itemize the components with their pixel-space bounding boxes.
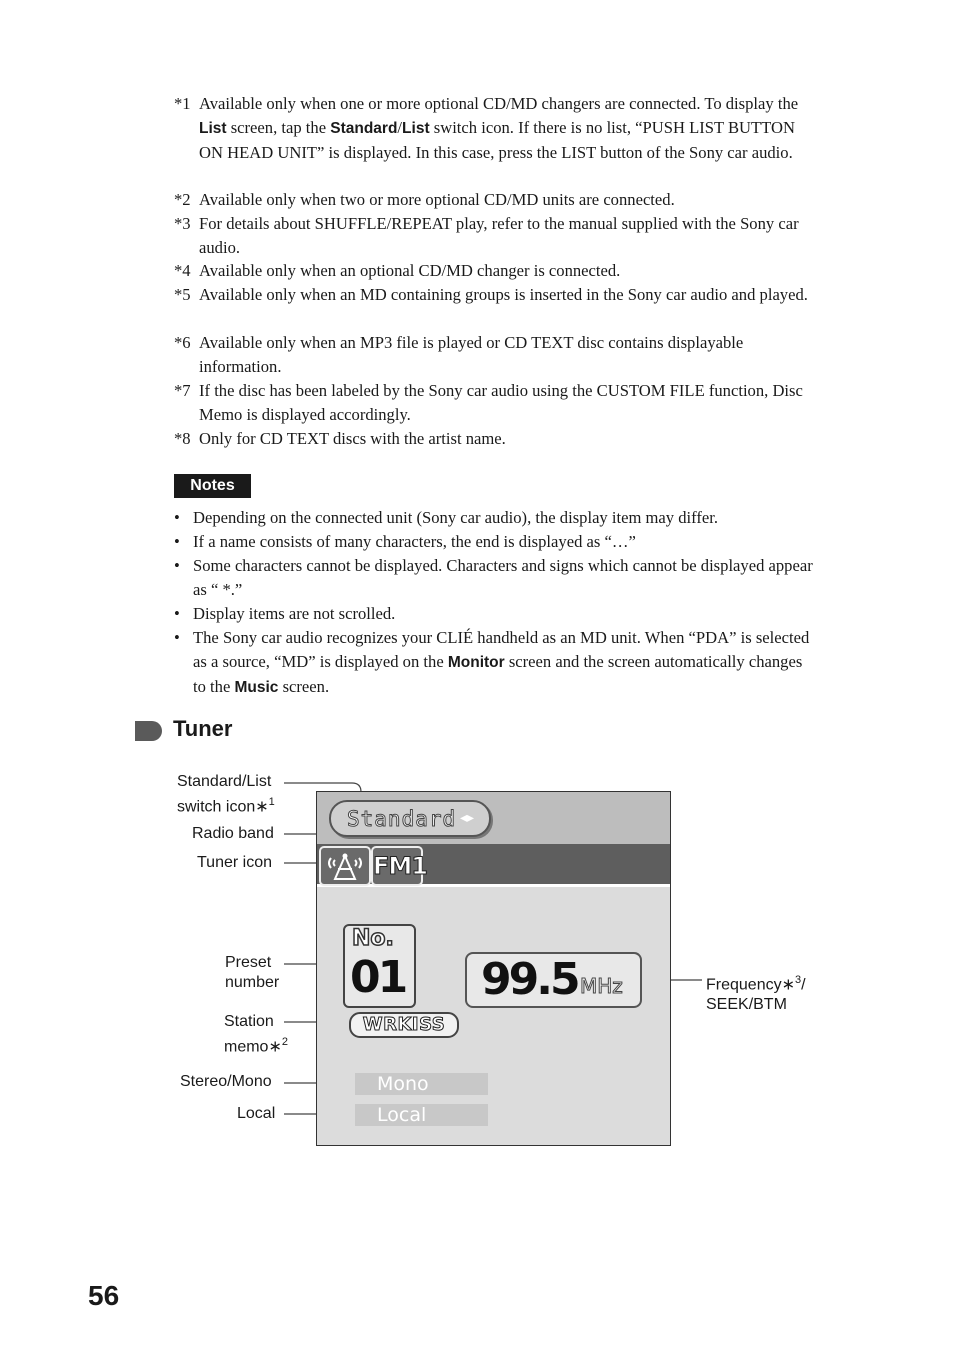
footnote-ref: 1 (268, 796, 275, 808)
asterisk: ∗ (255, 798, 269, 816)
callout-tuner-icon: Tuner icon (197, 854, 272, 871)
ui-term: List (402, 119, 430, 137)
text-run: Only for CD TEXT discs with the artist name. (199, 429, 506, 448)
station-memo: WRKISS (362, 1014, 446, 1035)
text-run: screen, tap the (226, 117, 331, 137)
footnote-mark: *2 (174, 190, 191, 209)
mono-label: Mono (377, 1073, 429, 1095)
callout-text: / (801, 976, 806, 994)
frequency-value: 99.5 (481, 954, 578, 1005)
section-title: Tuner (173, 716, 233, 741)
station-memo-badge (349, 1012, 459, 1038)
footnote-mark: *8 (174, 429, 191, 448)
footnote-mark: *7 (174, 381, 191, 400)
bullet-icon: • (174, 604, 180, 623)
footnote-ref: 2 (281, 1036, 288, 1048)
ui-term: Standard (330, 119, 398, 137)
callout-text: number (225, 974, 280, 991)
callout-text: Standard/List (177, 773, 272, 790)
text-run: / (397, 117, 403, 137)
text-run: If the disc has been labeled by the Sony car audio using the CUSTOM FILE function, Disc Memo is displayed accordingly. (199, 381, 803, 424)
preset-number-box (343, 924, 416, 1008)
preset-number: 01 (350, 952, 406, 1003)
callout-local: Local (237, 1105, 276, 1122)
footnote-mark: *3 (174, 214, 191, 233)
callout-stereo-mono: Stereo/Mono (180, 1073, 272, 1090)
text-run: switch icon. If there is no list, “PUSH LIST BUTTON ON HEAD UNIT” is displayed. In this case, press the LIST button of the Sony car audio. (199, 117, 795, 162)
footnote-mark: *1 (174, 94, 191, 113)
callout-text: Preset (225, 954, 272, 971)
text-run: screen and the screen automatically changes to the (193, 651, 803, 696)
footnote-mark: *6 (174, 333, 191, 352)
text-run: Available only when an MP3 file is played or CD TEXT disc contains displayable information. (199, 333, 744, 376)
text-run: The Sony car audio recognizes your CLIÉ handheld as an MD unit. When “PDA” is selected as a source, “MD” is displayed on the (193, 628, 810, 671)
tuner-screen (316, 791, 671, 1146)
band-label: FM1 (373, 852, 427, 880)
callout-radio-band: Radio band (192, 825, 274, 842)
notes-heading: Notes (174, 474, 251, 498)
bullet-icon: • (174, 628, 180, 647)
bullet-icon: • (174, 556, 180, 575)
text-run: Available only when one or more optional CD/MD changers are connected. To display the (199, 94, 799, 113)
text-run: Available only when an MD containing groups is inserted in the Sony car audio and played. (199, 285, 808, 304)
text-run: screen. (278, 676, 330, 696)
callout-text: switch icon (177, 798, 256, 816)
preset-label: No. (352, 926, 394, 951)
text-run: For details about SHUFFLE/REPEAT play, refer to the manual supplied with the Sony car audio. (199, 214, 799, 257)
footnote-mark: *5 (174, 285, 191, 304)
frequency-display[interactable] (465, 952, 642, 1008)
radio-band-indicator (371, 846, 427, 886)
ui-term: Music (234, 678, 279, 696)
standard-list-switch-button[interactable] (329, 800, 491, 837)
switch-arrows-icon: ◂▸ (460, 810, 475, 826)
text-run: Depending on the connected unit (Sony car audio), the display item may differ. (193, 508, 719, 527)
switch-label: Standard (347, 807, 457, 831)
frequency-unit: MHz (580, 974, 623, 998)
stereo-mono-button[interactable] (355, 1073, 488, 1095)
asterisk: ∗ (781, 976, 795, 994)
asterisk: ∗ (268, 1038, 282, 1056)
text-run: Available only when an optional CD/MD changer is connected. (199, 261, 621, 280)
text-run: If a name consists of many characters, the end is displayed as “…” (193, 532, 636, 551)
bullet-icon: • (174, 508, 180, 527)
bullet-icon: • (174, 532, 180, 551)
ui-term: List (199, 119, 227, 137)
callout-text: memo (224, 1038, 269, 1056)
callout-text: SEEK/BTM (706, 996, 787, 1014)
footnote-mark: *4 (174, 261, 191, 280)
footnote-ref: 3 (795, 974, 802, 986)
callout-text: Frequency (706, 976, 782, 994)
text-run: Some characters cannot be displayed. Characters and signs which cannot be displayed appear as “ *.” (193, 556, 813, 599)
local-label: Local (377, 1104, 427, 1126)
local-button[interactable] (355, 1104, 488, 1126)
text-run: Display items are not scrolled. (193, 604, 396, 623)
callout-text: Station (224, 1013, 274, 1030)
text-run: Available only when two or more optional CD/MD units are connected. (199, 190, 675, 209)
tuner-icon (319, 846, 371, 886)
page-number: 56 (88, 1280, 120, 1311)
ui-term: Monitor (447, 653, 505, 671)
band-divider (317, 884, 670, 887)
